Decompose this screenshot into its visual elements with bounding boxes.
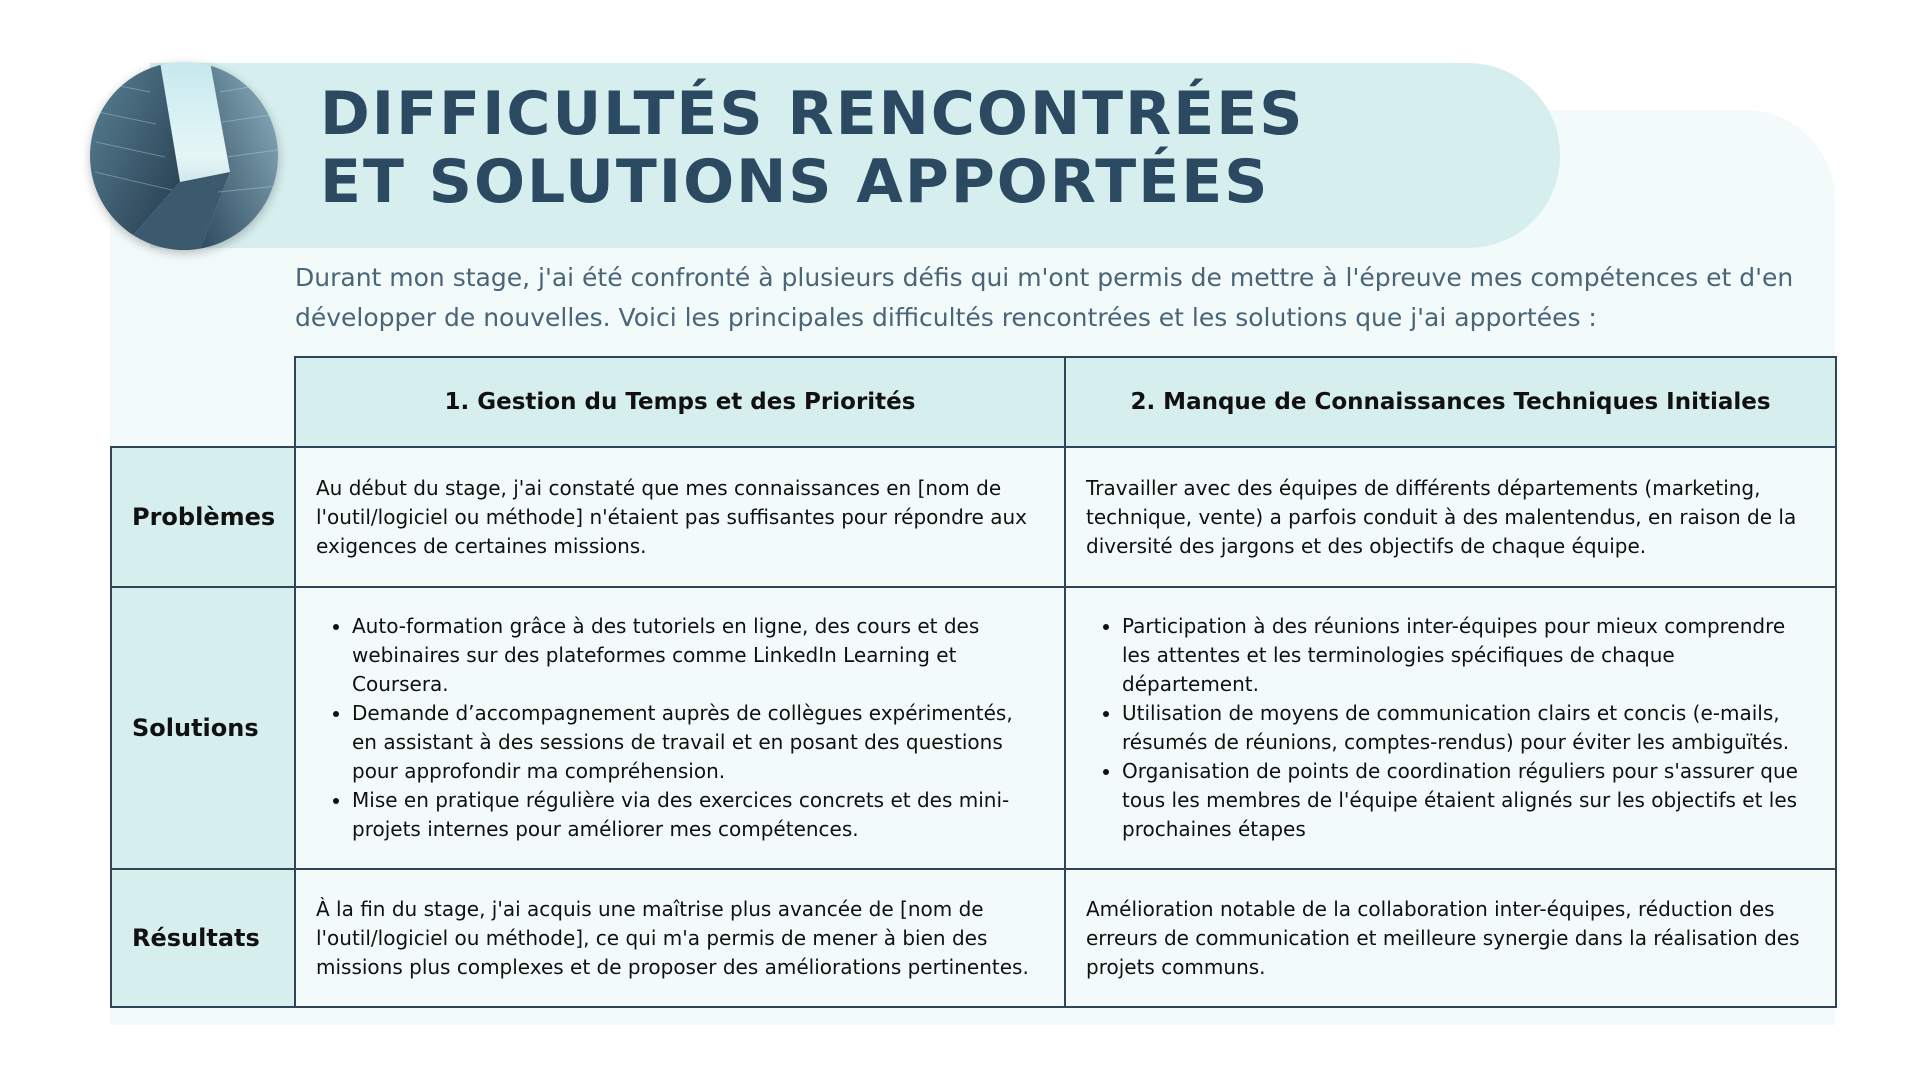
row-label-results: Résultats [111,869,295,1007]
skyscraper-photo [90,62,278,250]
problems-cell-col2: Travailler avec des équipes de différents départements (marketing, technique, vente) a parfois conduit à des malentendus, en raison de la diversité des jargons et des objectifs de chaque équipe. [1065,447,1836,587]
table-corner [111,357,295,447]
list-item: • Utilisation de moyens de communication clairs et concis (e-mails, résumés de réunions, comptes-rendus) pour éviter les ambiguïtés. [1122,699,1815,757]
table-row-solutions [111,587,1836,869]
column-header-time-management: 1. Gestion du Temps et des Priorités [295,357,1065,447]
solutions-cell-col1 [295,587,1065,869]
list-item: • Auto-formation grâce à des tutoriels en ligne, des cours et des webinaires sur des plateformes comme LinkedIn Learning et Coursera. [352,612,1044,699]
table-row-results [111,869,1836,1007]
solutions-list-col1 [316,612,1044,844]
page-title [320,80,1304,216]
list-item: • Organisation de points de coordination réguliers pour s'assurer que tous les membres de l'équipe étaient alignés sur les objectifs et les prochaines étapes [1122,757,1815,844]
column-header-technical-knowledge: 2. Manque de Connaissances Techniques Initiales [1065,357,1836,447]
list-item: • Demande d’accompagnement auprès de collègues expérimentés, en assistant à des sessions de travail et en posant des questions pour approfondir ma compréhension. [352,699,1044,786]
table-row-problems [111,447,1836,587]
title-line-1: DIFFICULTÉS RENCONTRÉES [320,79,1305,149]
title-line-2: ET SOLUTIONS APPORTÉES [320,147,1270,217]
intro-paragraph: Durant mon stage, j'ai été confronté à plusieurs défis qui m'ont permis de mettre à l'épreuve mes compétences et d'en développer de nouvelles. Voici les principales difficultés rencontrées et les solutions que j'ai apportées : [295,263,1794,332]
results-cell-col2: Amélioration notable de la collaboration inter-équipes, réduction des erreurs de communication et meilleure synergie dans la réalisation des projets communs. [1065,869,1836,1007]
row-label-problems: Problèmes [111,447,295,587]
results-cell-col1: À la fin du stage, j'ai acquis une maîtrise plus avancée de [nom de l'outil/logiciel ou méthode], ce qui m'a permis de mener à bien des missions plus complexes et de proposer des améliorations pertinentes. [295,869,1065,1007]
problems-cell-col1: Au début du stage, j'ai constaté que mes connaissances en [nom de l'outil/logiciel ou méthode] n'étaient pas suffisantes pour répondre aux exigences de certaines missions. [295,447,1065,587]
difficulties-table [110,356,1837,1008]
list-item: • Mise en pratique régulière via des exercices concrets et des mini-projets internes pour améliorer mes compétences. [352,786,1044,844]
list-item: • Participation à des réunions inter-équipes pour mieux comprendre les attentes et les terminologies spécifiques de chaque département. [1122,612,1815,699]
solutions-list-col2 [1086,612,1815,844]
row-label-solutions: Solutions [111,587,295,869]
solutions-cell-col2 [1065,587,1836,869]
